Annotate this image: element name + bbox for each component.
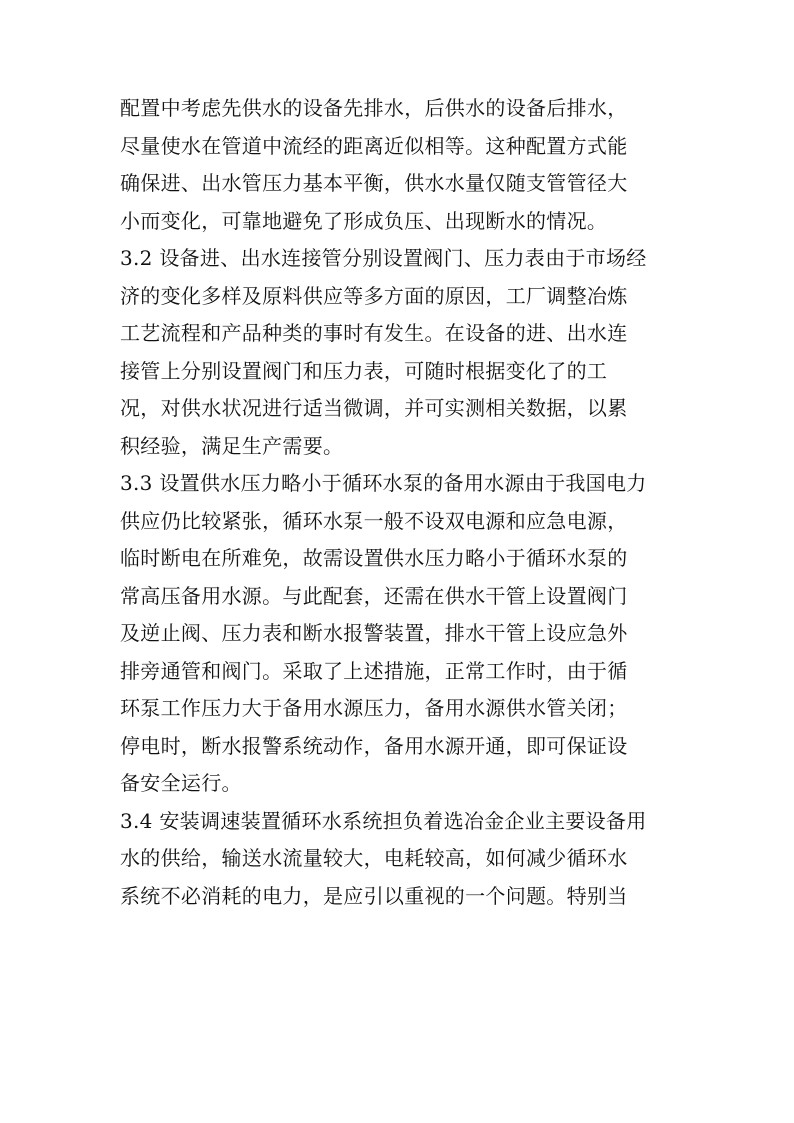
- text-line: 工艺流程和产品种类的事时有发生。在设备的进、出水连: [120, 321, 628, 345]
- text-line: 停电时，断水报警系统动作，备用水源开通，即可保证设: [120, 733, 628, 758]
- text-line: 排旁通管和阀门。采取了上述措施，正常工作时，由于循: [120, 658, 628, 683]
- text-line: 确保进、出水管压力基本平衡，供水水量仅随支管管径大: [120, 171, 628, 195]
- text-line: 供应仍比较紧张，循环水泵一般不设双电源和应急电源，: [120, 508, 628, 533]
- section-heading-line: 3.3 设置供水压力略小于循环水泵的备用水源由于我国电力: [120, 471, 647, 495]
- text-line: 尽量使水在管道中流经的距离近似相等。这种配置方式能: [120, 133, 628, 158]
- text-line: 系统不必消耗的电力，是应引以重视的一个问题。特别当: [120, 883, 628, 908]
- text-line: 环泵工作压力大于备用水源压力，备用水源供水管关闭；: [120, 696, 628, 720]
- text-line: 备安全运行。: [120, 771, 242, 795]
- text-line: 及逆止阀、压力表和断水报警装置，排水干管上设应急外: [120, 621, 628, 645]
- text-line: 济的变化多样及原料供应等多方面的原因，工厂调整冶炼: [120, 283, 628, 308]
- text-line: 接管上分别设置阀门和压力表，可随时根据变化了的工: [120, 358, 608, 383]
- section-heading-line: 3.4 安装调速装置循环水系统担负着选冶金企业主要设备用: [120, 808, 647, 833]
- document-body: [120, 90, 680, 915]
- text-line: 临时断电在所难免，故需设置供水压力略小于循环水泵的: [120, 546, 628, 570]
- text-line: 常高压备用水源。与此配套，还需在供水干管上设置阀门: [120, 583, 628, 608]
- section-heading-line: 3.2 设备进、出水连接管分别设置阀门、压力表由于市场经: [120, 246, 647, 270]
- text-line: 配置中考虑先供水的设备先排水，后供水的设备后排水，: [120, 96, 628, 120]
- text-line: 积经验，满足生产需要。: [120, 433, 344, 458]
- text-line: 况，对供水状况进行适当微调，并可实测相关数据，以累: [120, 396, 628, 420]
- text-line: 小而变化，可靠地避免了形成负压、出现断水的情况。: [120, 208, 608, 233]
- text-line: 水的供给，输送水流量较大，电耗较高，如何减少循环水: [120, 846, 628, 870]
